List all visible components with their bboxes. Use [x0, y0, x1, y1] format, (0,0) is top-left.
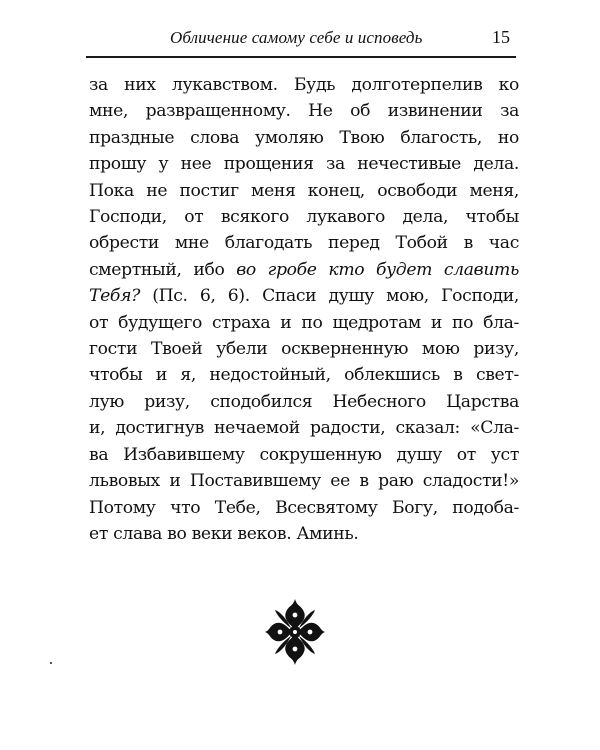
text-line: львовых и Поставившему ее в раю сладости!»	[89, 471, 519, 492]
text-line: чтобы и я, недостойный, облекшись в свет-	[89, 365, 519, 386]
text-line: лую ризу, сподобился Небесного Царства	[89, 391, 519, 412]
text-line: от будущего страха и по щедротам и по бла-	[89, 312, 519, 333]
text-line: Потому что Тебе, Всесвятому Богу, подоба-	[89, 497, 519, 518]
print-speck	[50, 662, 52, 664]
text-line: прошу у нее прощения за нечестивые дела.	[89, 154, 519, 175]
page-number: 15	[492, 27, 510, 47]
floral-cross-ornament-icon	[264, 597, 326, 667]
text-line: Господи, от всякого лукавого дела, чтобы	[89, 207, 519, 228]
scripture-quote: во гробе кто будет славить	[236, 259, 519, 280]
text-line: гости Твоей убели оскверненную мою ризу,	[89, 339, 519, 360]
text-line: и, достигнув нечаемой радости, сказал: «Сла-	[89, 418, 519, 439]
text-line: праздные слова умоляю Твою благость, но	[89, 127, 519, 148]
text-line: Тебя? (Пс. 6, 6). Спаси душу мою, Господи,	[89, 286, 519, 307]
text-line: обрести мне благодать перед Тобой в час	[89, 233, 519, 254]
scripture-quote: Тебя?	[89, 286, 140, 307]
text-line: Пока не постиг меня конец, освободи меня,	[89, 180, 519, 201]
body-text	[89, 72, 519, 547]
text-line: смертный, ибо во гробе кто будет славить	[89, 259, 519, 280]
text-line: мне, развращенному. Не об извинении за	[89, 101, 519, 122]
running-title: Обличение самому себе и исповедь	[170, 28, 423, 47]
running-header	[86, 22, 516, 58]
text-line: за них лукавством. Будь долготерпелив ко	[89, 75, 519, 95]
text-line: ет слава во веки веков. Аминь.	[89, 523, 359, 544]
text-line: ва Избавившему сокрушенную душу от уст	[89, 444, 519, 465]
